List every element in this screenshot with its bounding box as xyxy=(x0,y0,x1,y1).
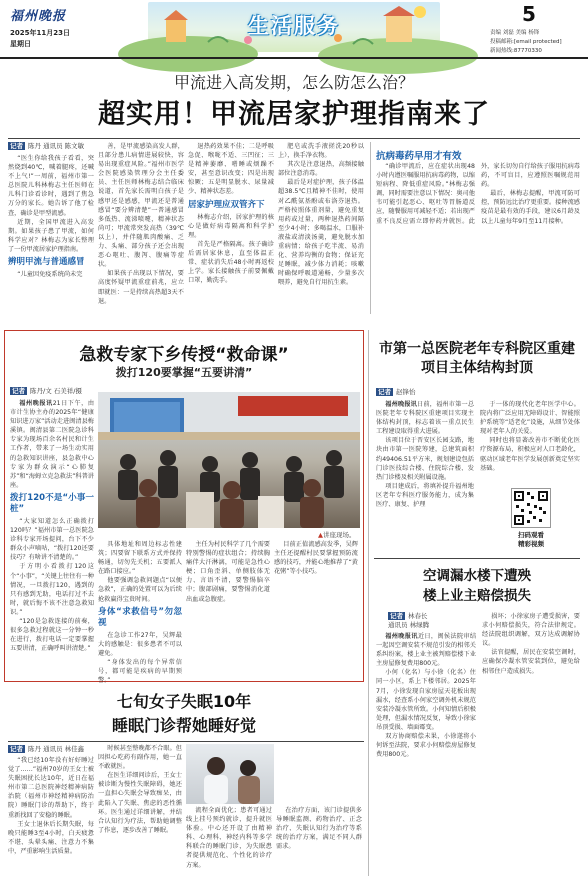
paragraph: “确诊甲流后，应在症状出现48小时内遵医嘱服用抗病毒药物，以缩短病程、降低重症风险。”林梅志强调，同时需要注意以下情况：奥司他韦可能引起恶心、呕吐等胃肠道反应，随餐服用可减轻不适；若出现严重不良反应需立即停药并就医。此外，家长切勿自行给孩子服用抗病毒药，不可盲目，应遵照医嘱规范用药。 xyxy=(376,163,580,225)
byline-names: 陈丹 通讯员 陈文敏 xyxy=(28,142,85,150)
byline-tag: 记者 xyxy=(10,745,23,753)
right-divider xyxy=(374,558,580,559)
paragraph xyxy=(10,399,94,490)
lead-text: 近日，闽侯法院审结一起因空调安装不规范引发的相邻关系纠纷案，楼上业主被判赔偿楼下业主房屋修复费用800元。 xyxy=(376,633,477,668)
paragraph xyxy=(376,632,476,668)
paragraph: “儿童因免疫系统尚未完 xyxy=(17,271,83,279)
top-rule xyxy=(8,138,580,139)
lead-text: 21日下午，由市计生协主办的2025年“健康知识进万家”活动走进闽清县梅溪镇。闽清县第二医院急诊科专家为现场百余名村民和计生工作者，带来了一场生动实用的急救知识讲座，县急救中心专家为群众演示“心肺复苏”和“海姆立克急救法”科普讲座。 xyxy=(10,400,95,489)
paragraph: 在急诊工作27年，吴辉最大的感触是：很多患者不可以避免。 xyxy=(98,631,182,657)
email-line: 投稿邮箱:[email protected] xyxy=(490,39,562,45)
lead-tag: 福州晚报讯 xyxy=(19,400,53,407)
subhead: 辨明甲流与普通感冒 xyxy=(8,257,85,268)
left-feature-col4 xyxy=(274,540,358,677)
issue-date: 2025年11月23日 xyxy=(10,29,70,37)
paragraph: 最后是对症护理，孩子体温超38.5℃且精神不佳时，使用对乙酰氨基酚或布洛芬退热。严格按照体重剂量，避免重复用药或过量，两种退热药间隔至少4小时；多喝温水，口服补液盐或清淡汤羹，避免脱水加重病情；给孩子吃半流、易消化、营养均衡的食物；保证充足睡眠，减少体力消耗；咳嗽时确保呼吸道通畅，少量多次喂养，避免自行用抗生素。 xyxy=(278,179,364,287)
paragraph: 如果孩子出现以下情况，要高度怀疑甲流重症前兆，应立即就医：一是持续高热超3天不退。 xyxy=(98,270,184,305)
mid-right-byline xyxy=(388,611,428,620)
bottom-byline xyxy=(8,744,84,753)
bottom-title: 七旬女子失眠10年 睡眠门诊帮她睡好觉 xyxy=(111,692,256,735)
paragraph: “120是急救连接的前奏，很多急救过程就这一分钟一秒在进行，拨打电话一定要掌握五要讲清，正确呼叫讲清楚。” xyxy=(10,617,94,653)
paragraph: 同时也将显著改善市不断优化医疗资源布局，积极应对人口老龄化，驱动区域老年医学发展创新奠定坚实基础。 xyxy=(480,437,580,472)
byline-names: 赵锋怡 xyxy=(396,388,416,396)
paragraph: 在医生详细问诊后，王女士被诊断为慢性失眠障碍，她还一直担心失眠会导致痴呆，由此陷入了失眠、焦虑的恶性循环。医生通过详细讲解，并结合认知行为疗法，帮助她调整了作息，逐步改善了睡眠。 xyxy=(98,772,182,834)
paragraph: “大家知道怎么正确拨打120吗？”福州市第一总医院急诊科专家开场提问，台下不少群众小声嘀咕，“拨打120还要技巧？有啥讲不清楚的。” xyxy=(10,517,94,562)
column-rule xyxy=(368,330,369,876)
paragraph: 在治疗方面，该门诊提供多导睡眠监测、药物治疗、正念治疗、失眠认知行为治疗等系统的治疗方案，满足不同人群需求。 xyxy=(276,807,362,851)
paragraph: 目前正值流感高发季，吴辉主任还提醒村民要掌握预防流感的技巧，并能心地推荐了“黄花粥”等小技巧。 xyxy=(274,541,358,576)
top-kicker: 甲流进入高发期，怎么防怎么治？ xyxy=(173,73,414,92)
paragraph: 具体地址和周边标志性建筑；四要留下联系方式并保持畅通，切勿先关机；五要派人在路口接应。” xyxy=(98,541,182,576)
qr-code-icon xyxy=(512,489,550,527)
issue-weekday: 星期日 xyxy=(10,40,31,48)
section-banner-title: 生活服务 xyxy=(248,14,340,38)
paragraph: 肥皂或洗手液搓洗20秒以上），换手净衣物。 xyxy=(278,143,364,160)
paragraph: 退热药效果不佳；二是呼吸急促、喉咙不适、三凹征；三是精神萎靡、嗜睡或烦躁不安，甚至意识改变；四是出现惊厥；五是明显脱水、尿量减少、精神状态差。 xyxy=(188,143,274,196)
paragraph: 善，是甲流感染高发人群，且部分患儿病情进展较快，容易出现重症风险。”福州市医学会医院感染管理分会主任委员、主任医师林梅志结合临床说道，首先家长需明白孩子是感甲还是感感，甲流还是普通感冒“要分辨清楚”一普通感冒多低热、流涕喷嚏，精神状态尚可；甲流常突发高热（39℃以上），并伴随肌肉酸痛、乏力、头痛、部分孩子还会出现恶心呕吐、腹泻、腹痛等症状。 xyxy=(98,143,184,269)
paragraph: 其次是注意退热，高频接触部位注意消毒。 xyxy=(278,161,364,178)
left-feature-col1 xyxy=(10,399,94,677)
lead-text: 日前，福州市第一总医院老年专科院区重建项目实现主体结构封顶，标志着该一重点民生工程建设取得重大进展。 xyxy=(376,401,475,436)
paragraph: “身体发出的每个异常信号，都可能是疾病的早期预警。” xyxy=(98,658,182,685)
top-article-right xyxy=(376,162,580,314)
paragraph: 于一体的现代化老年医学中心。院内将广泛应用无障碍设计、智能照护系统等“适老化”设施，从细节处体现对老年人的关爱。 xyxy=(480,401,580,436)
top-article-col3 xyxy=(188,142,274,314)
left-feature-title: 急救专家下乡传授“救命课” xyxy=(79,345,289,365)
paragraph: 流程全面优化；患者可通过线上挂号预约就诊，提升就医体验。中心还开设了由精神科、心理科、神经内科等多学科联合的睡眠门诊，为失眠患者提供规范化、个性化的诊疗方案。 xyxy=(186,807,272,869)
paragraph: 时候甚至整晚都不合眼。但因担心吃药有副作用，她一直不敢就医。 xyxy=(98,745,182,771)
qr-caption: 扫码观看 精彩视频 xyxy=(518,531,544,548)
lecture-photo-scene xyxy=(98,392,360,528)
phone-line: 新闻热线:87770330 xyxy=(490,48,542,54)
bottom-col1 xyxy=(8,756,94,876)
subhead: 拨打120不是“小事一桩” xyxy=(10,492,94,514)
paragraph: 损坏；小徐家房子遭受损害，要求小何赔偿损失，符合法律规定。经法院组织调解，双方达成调解协议。 xyxy=(482,613,580,648)
bottom-rule xyxy=(8,741,364,742)
qr-code xyxy=(511,488,551,528)
paragraph: 项目建成后，将填补提升福州地区老年专科医疗服务能力，成为集医疗、康复、护理 xyxy=(376,482,474,509)
paragraph: 主任为村民科学了几个需要特别警惕的症状组合；持续胸痛伴大汗淋漓，可能是急性心梗；口角歪斜、单侧肢体无力、言语不清，要警惕脑卒中；腹部剧痛，要警惕消化道出血或急腹症。 xyxy=(186,541,270,603)
caption-text: 讲座现场。 xyxy=(323,531,356,539)
top-article-col1 xyxy=(8,154,94,314)
doctor-photo xyxy=(186,744,274,804)
mid-right-col2 xyxy=(482,612,580,876)
byline-names: 陈丹 通讯员 林佳鑫 xyxy=(28,745,85,753)
page-number: 5 xyxy=(522,2,536,26)
paragraph: 法官提醒，居民在安装空调时，应确保冷凝水管安装到位，避免给相邻住户造成损失。 xyxy=(482,649,580,675)
left-feature-byline xyxy=(10,386,82,395)
mid-right-title: 空调漏水楼下遭殃 楼上业主赔偿损失 xyxy=(423,568,531,604)
paragraph: 于方明小看拨打120这个“小事”，“关键上往往有一种情况，一旦拨打120，遇到的只有感到无助，电话打过不去时，就后悔不该不注意急救知识。” xyxy=(10,563,94,616)
paragraph: 最后，林梅志提醒，甲流可防可控，预防远比治疗更重要。接种流感疫苗是最有效的手段，建议6月龄及以上儿童每年9月至11月接种。 xyxy=(481,190,580,225)
right-feature-col1 xyxy=(376,400,474,550)
mid-right-col1 xyxy=(376,632,476,876)
paragraph: 林梅志介绍，居家护理的核心是做好病毒隔离和科学护理。 xyxy=(188,213,274,239)
bottom-col3 xyxy=(186,806,362,876)
top-article-col2 xyxy=(98,142,184,314)
paragraph: 双方协商赔偿未果，小徐遂将小何诉至法院，要求小何赔偿房屋修复费用800元。 xyxy=(376,733,476,759)
doctor-photo-scene xyxy=(186,744,274,804)
paragraph: “医生你给我孩子看看，突然烧到40℃，喊着腿疼，还喊不上气!”一周前，福州市第一总医院儿科林梅志主任医师在儿科门诊看诊时，遇到了焦急万分的家长。她告诉了他了检查，确诊是甲型流感。 xyxy=(8,155,94,217)
paragraph: 他要强调急救问题点“以便急救”，正确的处置可以为后续抢救赢得宝贵时间。 xyxy=(98,577,182,603)
byline-names: 陈丹/文 石美祥/摄 xyxy=(30,387,82,395)
paragraph: 该项目位于晋安区长园支路，地块由市第一医院筹建，总建筑面积约49406.51平方米，规划建设包括门诊医技综合楼、住院综合楼、发热门诊楼及相关附属设施。 xyxy=(376,437,474,481)
right-subhead: 抗病毒药早用才有效 xyxy=(376,151,462,162)
byline-tag: 记者 xyxy=(378,388,391,396)
byline-names: 林春长 xyxy=(408,612,428,620)
left-feature-col2 xyxy=(98,540,182,685)
paragraph xyxy=(376,400,474,436)
column-rule xyxy=(370,142,371,314)
editor-line: 责编 刘磊 美编 杨锋 xyxy=(490,30,540,36)
subhead: 居家护理应双管齐下 xyxy=(188,199,265,210)
top-headline: 超实用！甲流居家护理指南来了 xyxy=(98,99,490,130)
mid-right-byline2: 通讯员 林绿腾 xyxy=(388,621,430,629)
paper-logo: 福州晚报 xyxy=(10,9,67,24)
right-feature-col2 xyxy=(480,400,580,480)
paragraph: 小何（化名）与小徐（化名）住同一小区，系上下楼邻居。2025年7月，小徐发现自家房屋天花板出现漏水，经查系小何家空调外机未规范安装冷凝水管所致。小何知情后积极处理，但漏水情况反复，导致小徐家吊顶受损、墙面霉变。 xyxy=(376,669,476,731)
photo-caption xyxy=(318,530,356,539)
paragraph: 近期，全国甲流进入高发期。如果孩子患了甲流，如何科学应对？林梅志为家长整理了一份甲流居家护理指南。 xyxy=(8,218,94,253)
bottom-col2 xyxy=(98,744,182,876)
top-byline xyxy=(8,141,84,150)
right-feature-byline xyxy=(376,387,416,396)
paragraph: 王女士退休后长期失眠，每晚只能睡3至4小时，白天疲惫不堪、头晕头痛、注意力不集中，严重影响生活质量。 xyxy=(8,820,94,855)
lead-tag: 福州晚报讯 xyxy=(385,633,418,640)
masthead-rule xyxy=(0,57,588,59)
byline-tag: 记者 xyxy=(12,387,25,395)
masthead xyxy=(0,0,588,58)
left-feature-col3 xyxy=(186,540,270,677)
paragraph: “我已经10年没有好好睡过觉了……”福州70岁的王女士被失眠困扰长达10年，近日在福州市第二总医院神经精神病防治院（福州市神经精神病防治院）睡眠门诊的帮助下，终于重新找回了安稳的睡眠。 xyxy=(8,757,94,819)
left-feature-subtitle: 拨打120要掌握“五要讲清” xyxy=(115,366,253,379)
right-feature-title: 市第一总医院老年专科院区重建项目主体结构封顶 xyxy=(379,341,575,376)
caption-mark: ▲ xyxy=(318,531,323,539)
lecture-photo xyxy=(98,392,360,528)
byline-tag: 记者 xyxy=(10,142,23,150)
lead-tag: 福州晚报讯 xyxy=(385,401,418,408)
subhead: 身体“求救信号”勿忽视 xyxy=(98,606,182,628)
paragraph: 首先是严格隔离。孩子确诊后需居家休息，直至体温正常、症状消失后48小时再返校上学。家长接触孩子前要佩戴口罩，勤洗手。 xyxy=(188,240,274,285)
byline-tag: 记者 xyxy=(390,612,403,620)
top-article-col4 xyxy=(278,142,364,314)
section-banner xyxy=(148,2,440,52)
